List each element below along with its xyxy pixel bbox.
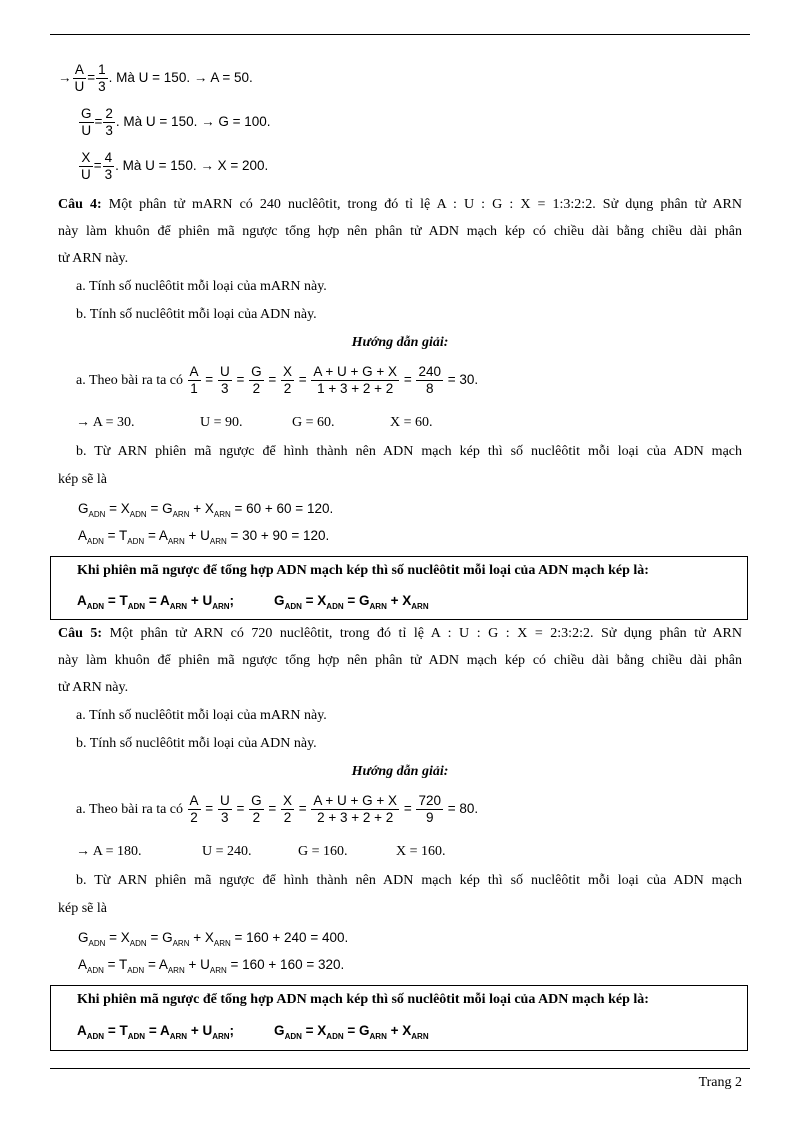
q5-line-2: này làm khuôn để phiên mã ngược tổng hợp nên phân tử ADN mạch kép có chiều dài bằng chiều dài phân — [58, 653, 742, 668]
q4-ratio-equation: a. Theo bài ra ta có $\frac{A}{1}$ = $\frac{U}{3}$ = $\frac{G}{2}$ = $\frac{X}{2}$ = $\frac{A + U + G + X}{1 + 3 + 2 + 2}$ = $\frac{240}{8}$ = 30. — [76, 364, 479, 396]
q4-eq-at: $A_{ADN} = T_{ADN} = A_{ARN} + U_{ARN} = 30 + 90 = 120$. — [78, 528, 330, 546]
q4-line-2: này làm khuôn để phiên mã ngược tổng hợp nên phân tử ADN mạch kép có chiều dài bằng chiều dài phân — [58, 224, 742, 239]
q5-part-a: a. Tính số nuclêôtit mỗi loại của mARN này. — [76, 708, 327, 723]
q5-line-1: Câu 5: Một phân tử ARN có 720 nuclêôtit, trong đó tỉ lệ A : U : G : X = 2:3:2:2. Sử dụng phân tử ARN — [58, 626, 743, 641]
q5-ratio-equation: a. Theo bài ra ta có $\frac{A}{2}$ = $\frac{U}{3}$ = $\frac{G}{2}$ = $\frac{X}{2}$ = $\frac{A + U + G + X}{2 + 3 + 2 + 2}$ = $\frac{720}{9}$ = 80. — [76, 793, 479, 825]
ratio-line-a: → $\frac{A}{U}$ = $\frac{1}{3}$ . Mà U = 150. → A = 50. — [58, 62, 253, 94]
q4-b-line-2: kép sẽ là — [58, 472, 107, 487]
ratio-line-x: $\frac{X}{U}$ = $\frac{4}{3}$ . Mà U = 150. → X = 200. — [81, 150, 269, 182]
q4-line-1: Câu 4: Một phân tử mARN có 240 nuclêôtit, trong đó tỉ lệ A : U : G : X = 1:3:2:2. Sử dụng phân tử ARN — [58, 197, 743, 212]
q5-eq-at: $A_{ADN} = T_{ADN} = A_{ARN} + U_{ARN} = 160 + 160 = 320$. — [78, 957, 345, 975]
q5-part-b: b. Tính số nuclêôtit mỗi loại của ADN này. — [76, 736, 317, 751]
conclusion-formula: $A_{ADN} = T_{ADN} = A_{ARN} + U_{ARN}$; $G_{ADN} = X_{ADN} = G_{ARN} + X_{ARN}$ — [77, 1023, 429, 1041]
conclusion-formula: $A_{ADN} = T_{ADN} = A_{ARN} + U_{ARN}$; $G_{ADN} = X_{ADN} = G_{ARN} + X_{ARN}$ — [77, 593, 429, 611]
q4-line-3: tử ARN này. — [58, 251, 129, 266]
conclusion-title: Khi phiên mã ngược để tổng hợp ADN mạch kép thì số nuclêôtit mỗi loại của ADN mạch kép là: — [77, 992, 649, 1007]
q4-part-a: a. Tính số nuclêôtit mỗi loại của mARN này. — [76, 279, 327, 294]
header-rule — [50, 34, 750, 35]
q4-guide-heading: Hướng dẫn giải: — [351, 335, 449, 350]
q5-line-3: tử ARN này. — [58, 680, 129, 695]
conclusion-box-2 — [50, 985, 748, 1051]
q4-b-line-1: b. Từ ARN phiên mã ngược để hình thành nên ADN mạch kép thì số nuclêôtit mỗi loại của ADN mạch — [76, 444, 742, 459]
q4-part-b: b. Tính số nuclêôtit mỗi loại của ADN này. — [76, 307, 317, 322]
q5-b-line-1: b. Từ ARN phiên mã ngược để hình thành nên ADN mạch kép thì số nuclêôtit mỗi loại của ADN mạch — [76, 873, 742, 888]
q4-eq-gx: $G_{ADN} = X_{ADN} = G_{ARN} + X_{ARN} = 60 + 60 = 120$. — [78, 501, 334, 519]
q5-b-line-2: kép sẽ là — [58, 901, 107, 916]
page-number: Trang 2 — [698, 1075, 742, 1090]
q5-guide-heading: Hướng dẫn giải: — [351, 764, 449, 779]
conclusion-title: Khi phiên mã ngược để tổng hợp ADN mạch kép thì số nuclêôtit mỗi loại của ADN mạch kép là: — [77, 563, 649, 578]
ratio-line-g: $\frac{G}{U}$ = $\frac{2}{3}$ . Mà U = 150. → G = 100. — [81, 106, 271, 138]
q4-values: → A = 30. U = 90. G = 60. X = 60. — [76, 415, 433, 430]
footer-rule — [50, 1068, 750, 1069]
q5-eq-gx: $G_{ADN} = X_{ADN} = G_{ARN} + X_{ARN} = 160 + 240 = 400$. — [78, 930, 349, 948]
q5-values: → A = 180. U = 240. G = 160. X = 160. — [76, 844, 446, 859]
conclusion-box-1 — [50, 556, 748, 620]
